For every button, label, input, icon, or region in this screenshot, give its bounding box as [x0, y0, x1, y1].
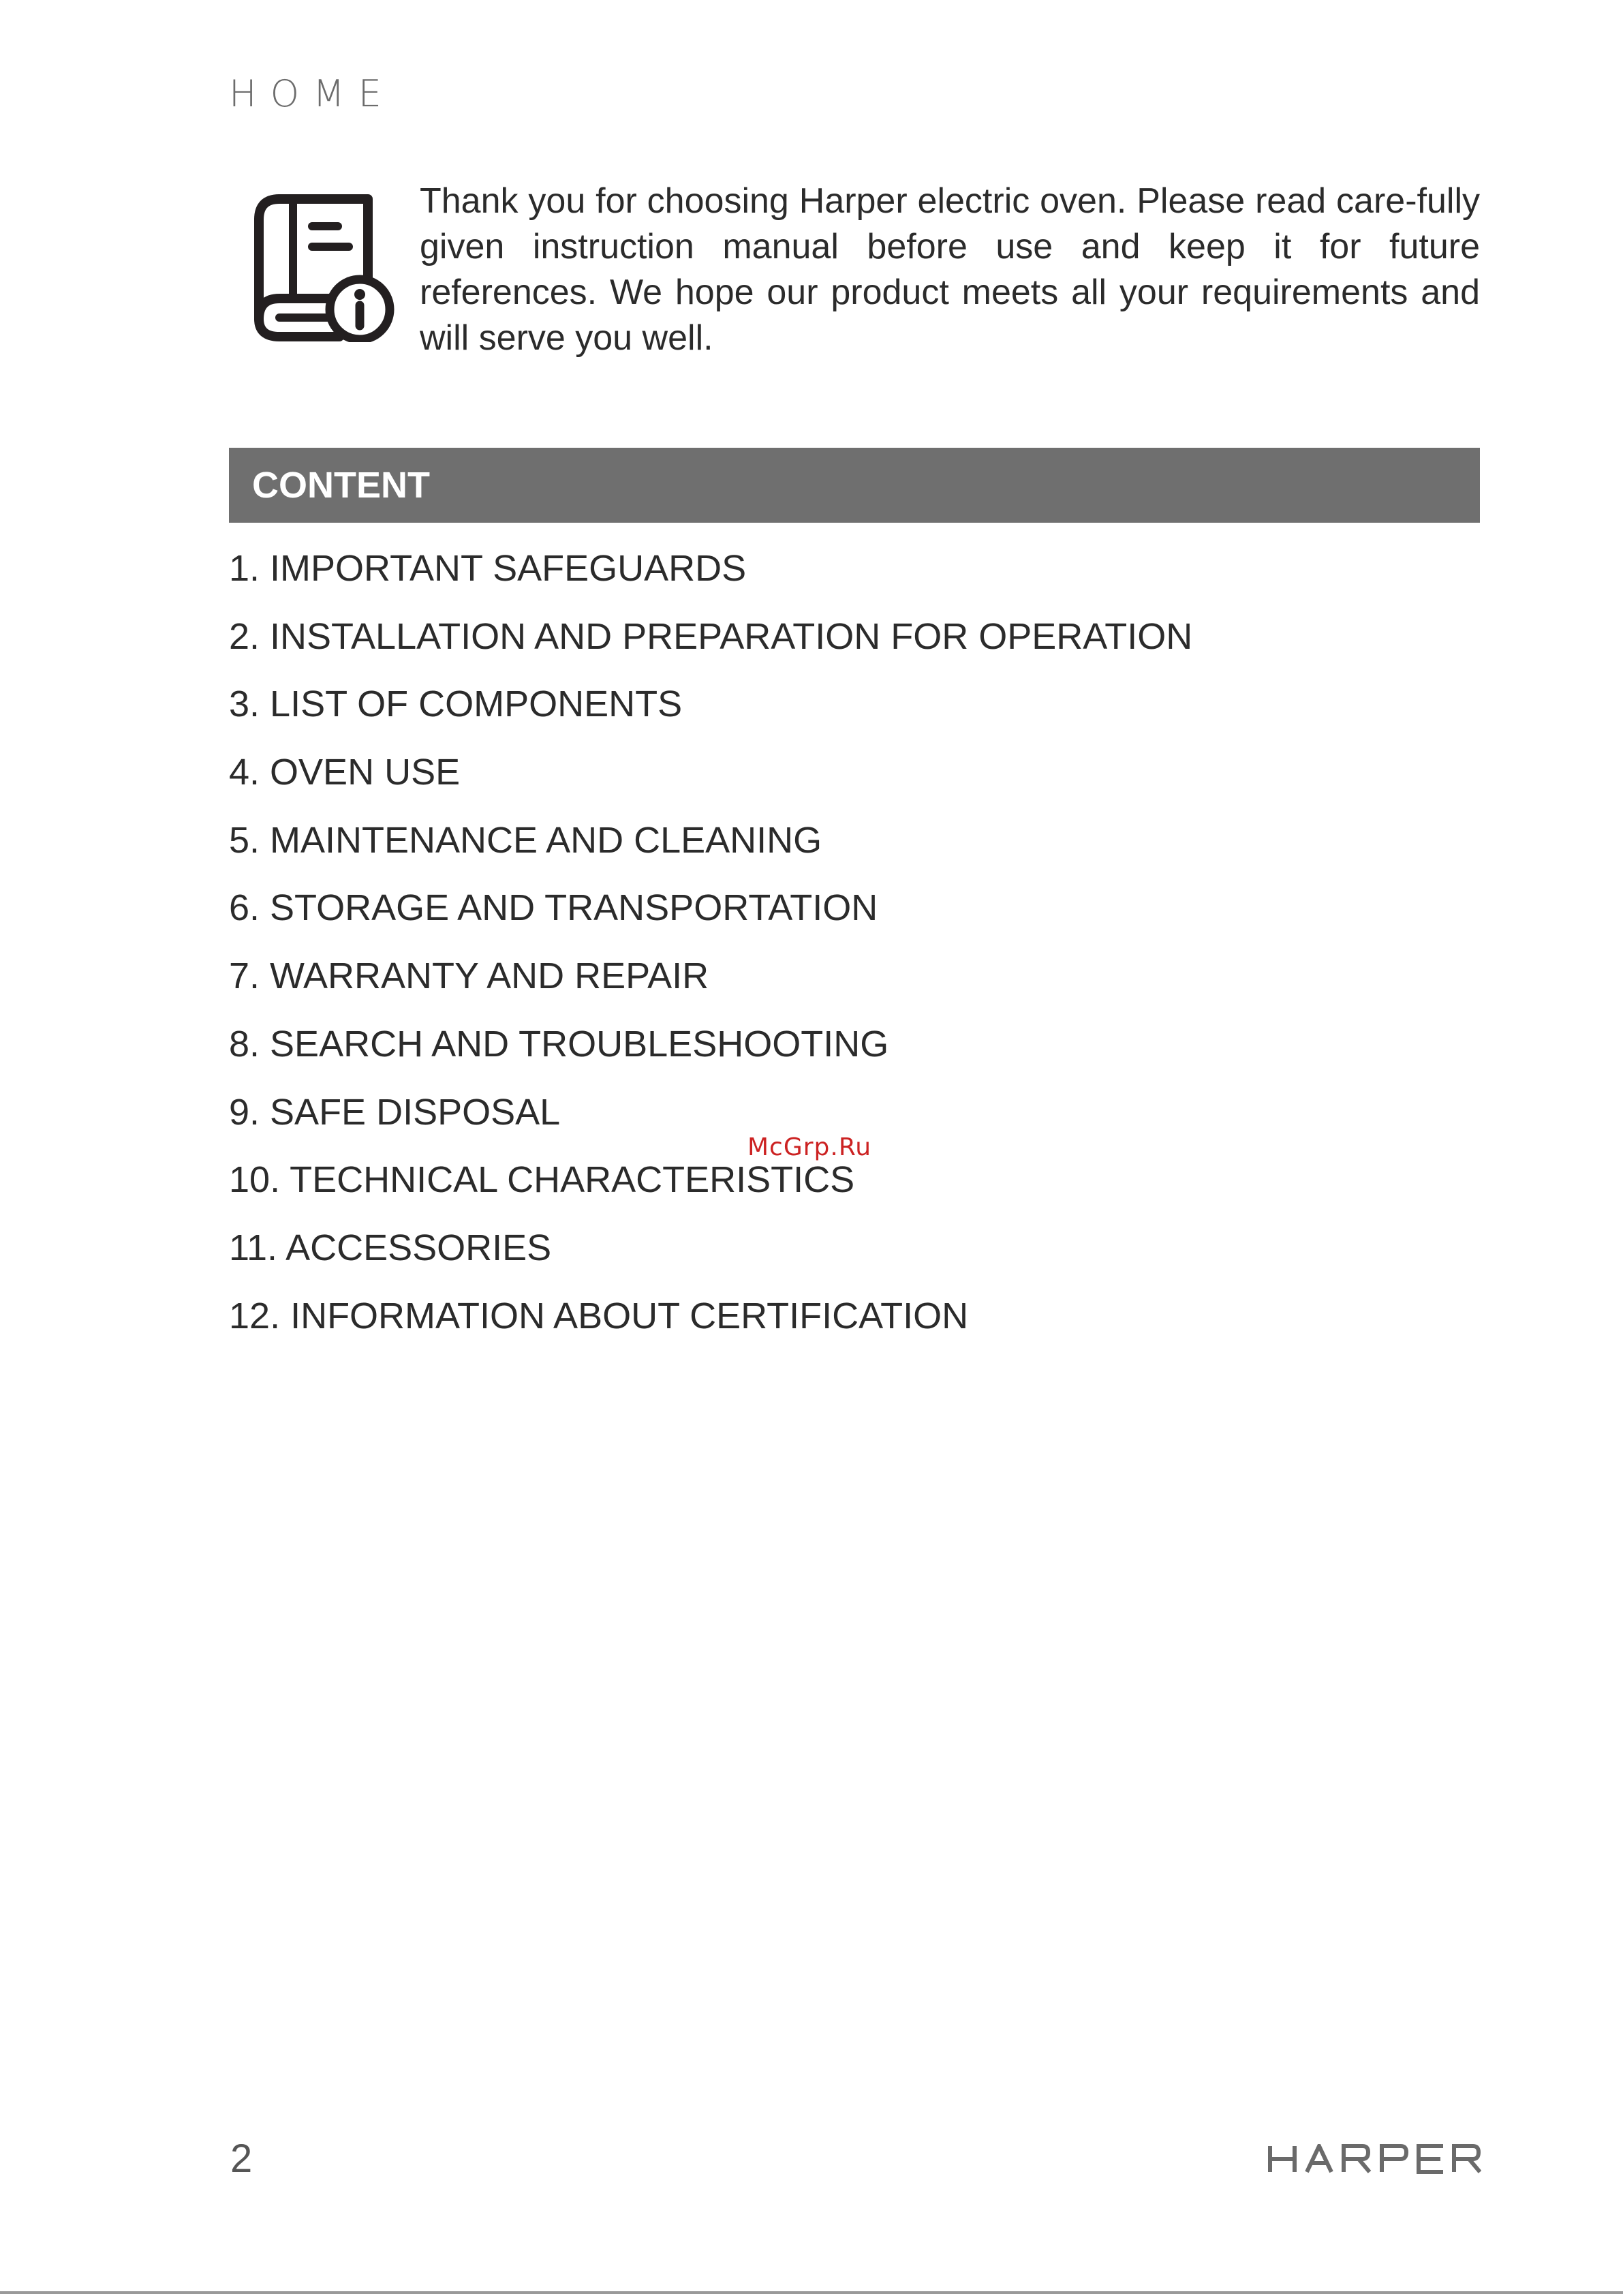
toc-item: 5. MAINTENANCE AND CLEANING: [229, 819, 822, 861]
intro-text: Thank you for choosing Harper electric oven. Please read care-fully given instruction manual before use and keep it for future references. We hope our product meets all your requirements and will serve you well.: [420, 181, 1480, 358]
toc-item: 11. ACCESSORIES: [229, 1227, 552, 1268]
table-of-contents: [229, 538, 1192, 1353]
toc-item: 3. LIST OF COMPONENTS: [229, 684, 683, 725]
content-title: CONTENT: [252, 465, 430, 506]
page-number: 2: [230, 2137, 253, 2181]
bottom-rule: [0, 2291, 1623, 2294]
intro-section: [229, 179, 1480, 369]
toc-item: 1. IMPORTANT SAFEGUARDS: [229, 548, 747, 589]
harper-brand-logo: [1267, 2144, 1481, 2174]
toc-item: 7. WARRANTY AND REPAIR: [229, 955, 709, 997]
toc-item: 9. SAFE DISPOSAL: [229, 1091, 561, 1133]
toc-item: 2. INSTALLATION AND PREPARATION FOR OPERATION: [229, 615, 1193, 657]
book-info-icon: [251, 192, 399, 342]
toc-item: 8. SEARCH AND TROUBLESHOOTING: [229, 1023, 889, 1065]
brand-text: HARPER: [1267, 2144, 1271, 2145]
toc-item: 6. STORAGE AND TRANSPORTATION: [229, 887, 878, 929]
home-logo: [229, 74, 395, 114]
content-header: [229, 448, 1480, 523]
home-logo-text: HOME: [229, 72, 395, 115]
toc-item: 12. INFORMATION ABOUT CERTIFICATION: [229, 1295, 969, 1336]
watermark: McGrp.Ru: [747, 1133, 872, 1161]
toc-item: 10. TECHNICAL CHARACTERISTICS: [229, 1159, 855, 1201]
toc-item: 4. OVEN USE: [229, 752, 461, 793]
